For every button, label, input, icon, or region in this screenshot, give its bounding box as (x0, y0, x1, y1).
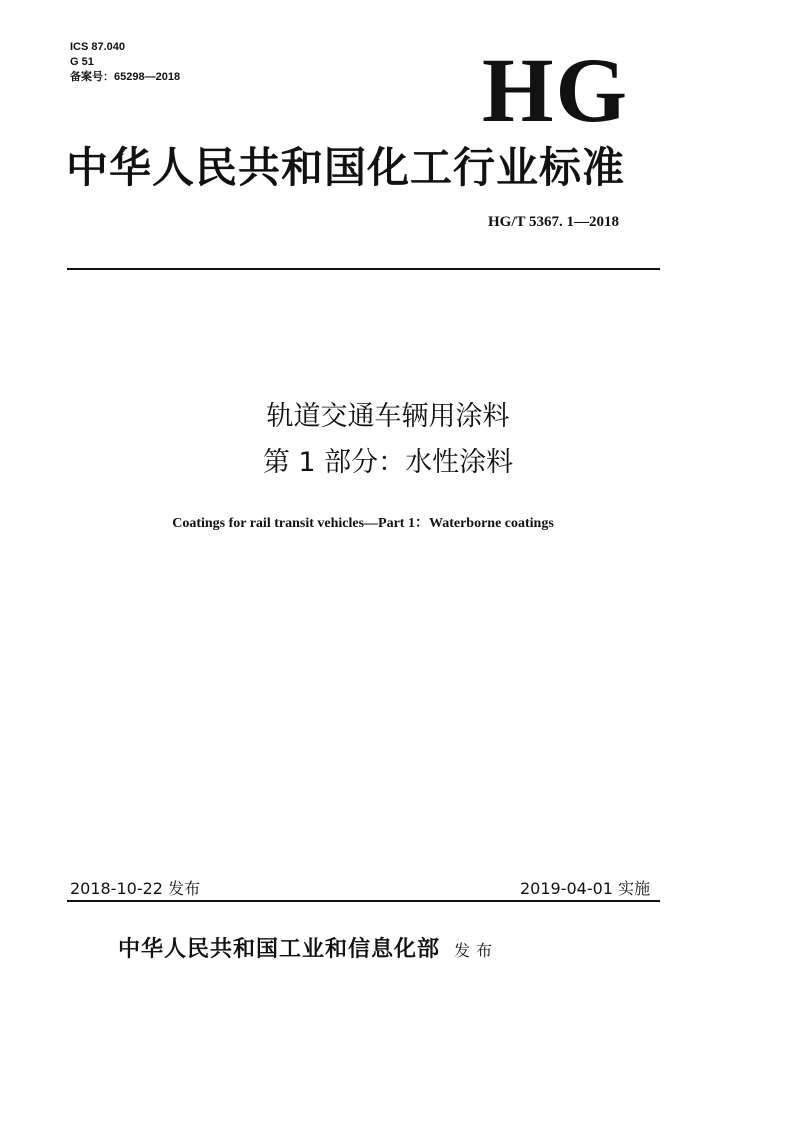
standard-number: HG/T 5367. 1—2018 (488, 214, 619, 230)
issue-date: 2018-10-22 发布 (70, 879, 201, 898)
record-number: 备案号：65298—2018 (70, 71, 181, 83)
classification-block (70, 40, 180, 85)
document-title-line2: 第 1 部分：水性涂料 (262, 447, 514, 478)
document-title-line1: 轨道交通车辆用涂料 (266, 401, 510, 432)
implementation-date: 2019-04-01 实施 (520, 879, 651, 898)
ics-code: ICS 87.040 (70, 41, 126, 53)
hg-logo: HG (482, 39, 630, 141)
top-divider (67, 268, 660, 270)
issuer-organization: 中华人民共和国工业和信息化部 (118, 937, 441, 962)
issuer-action: 发布 (454, 941, 499, 960)
ccs-code: G 51 (70, 56, 94, 68)
bottom-divider (67, 900, 660, 902)
document-title-english: Coatings for rail transit vehicles—Part 1：Waterborne coatings (172, 516, 554, 531)
standard-category-title: 中华人民共和国化工行业标准 (66, 143, 626, 192)
issuing-authority (118, 932, 498, 963)
